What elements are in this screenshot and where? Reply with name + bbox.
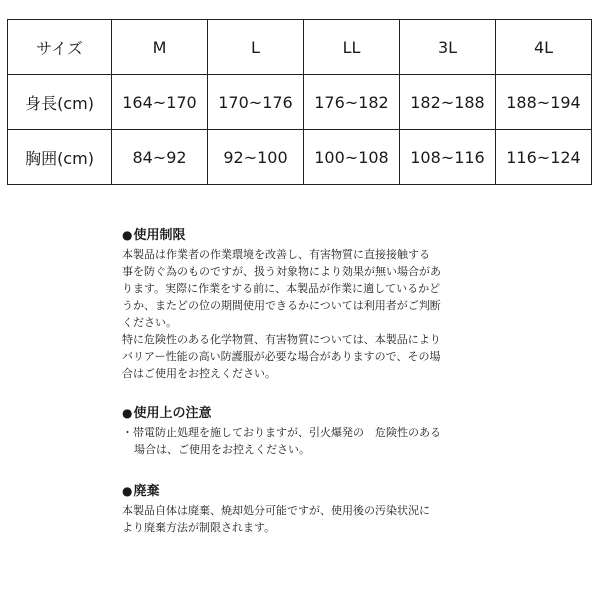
paragraph-line: 事を防ぐ為のものですが、扱う対象物により効果が無い場合があ xyxy=(122,265,441,278)
table-cell: 100~108 xyxy=(304,130,400,185)
paragraph-line: ります。実際に作業をする前に、本製品が作業に適しているかど xyxy=(122,282,441,295)
bullet-icon: ● xyxy=(122,228,133,242)
size-table-height-row xyxy=(8,75,592,130)
table-cell: 108~116 xyxy=(400,130,496,185)
header-cell-size-label: サイズ xyxy=(8,20,112,75)
section-heading-text: 使用制限 xyxy=(133,228,186,243)
row-label-chest: 胸囲(cm) xyxy=(8,130,112,185)
section-heading-text: 廃棄 xyxy=(133,484,160,499)
section-heading xyxy=(122,482,492,501)
paragraph-line: より廃棄方法が制限されます。 xyxy=(122,521,276,534)
header-cell-4l: 4L xyxy=(496,20,592,75)
table-cell: 170~176 xyxy=(208,75,304,130)
table-cell: 182~188 xyxy=(400,75,496,130)
size-table-header-row xyxy=(8,20,592,75)
section-heading xyxy=(122,404,492,423)
paragraph-line: 特に危険性のある化学物質、有害物質については、本製品により xyxy=(122,333,441,346)
paragraph-line: バリアー性能の高い防護服が必要な場合がありますので、その場 xyxy=(122,350,441,363)
section-heading-text: 使用上の注意 xyxy=(133,406,212,421)
section-usage-cautions xyxy=(122,404,492,458)
row-label-height: 身長(cm) xyxy=(8,75,112,130)
paragraph-line: ・帯電防止処理を施しておりますが、引火爆発の 危険性のある xyxy=(122,426,441,439)
paragraph-line: 本製品自体は廃棄、焼却処分可能ですが、使用後の汚染状況に xyxy=(122,504,430,517)
bullet-icon: ● xyxy=(122,406,133,420)
header-cell-3l: 3L xyxy=(400,20,496,75)
table-cell: 188~194 xyxy=(496,75,592,130)
product-notes xyxy=(122,226,492,536)
table-cell: 92~100 xyxy=(208,130,304,185)
paragraph-line: ください。 xyxy=(122,316,177,329)
section-disposal xyxy=(122,482,492,536)
table-cell: 164~170 xyxy=(112,75,208,130)
table-cell: 116~124 xyxy=(496,130,592,185)
header-cell-m: M xyxy=(112,20,208,75)
header-cell-ll: LL xyxy=(304,20,400,75)
paragraph-line: 場合は、ご使用をお控えください。 xyxy=(134,443,310,456)
paragraph-line: 合はご使用をお控えください。 xyxy=(122,367,276,380)
size-table xyxy=(7,19,592,185)
paragraph-line: うか、またどの位の期間使用できるかについては利用者がご判断 xyxy=(122,299,441,312)
section-usage-limits xyxy=(122,226,492,382)
paragraph-line: 本製品は作業者の作業環境を改善し、有害物質に直接接触する xyxy=(122,248,430,261)
header-cell-l: L xyxy=(208,20,304,75)
section-heading xyxy=(122,226,492,245)
table-cell: 176~182 xyxy=(304,75,400,130)
table-cell: 84~92 xyxy=(112,130,208,185)
bullet-icon: ● xyxy=(122,484,133,498)
size-table-chest-row xyxy=(8,130,592,185)
